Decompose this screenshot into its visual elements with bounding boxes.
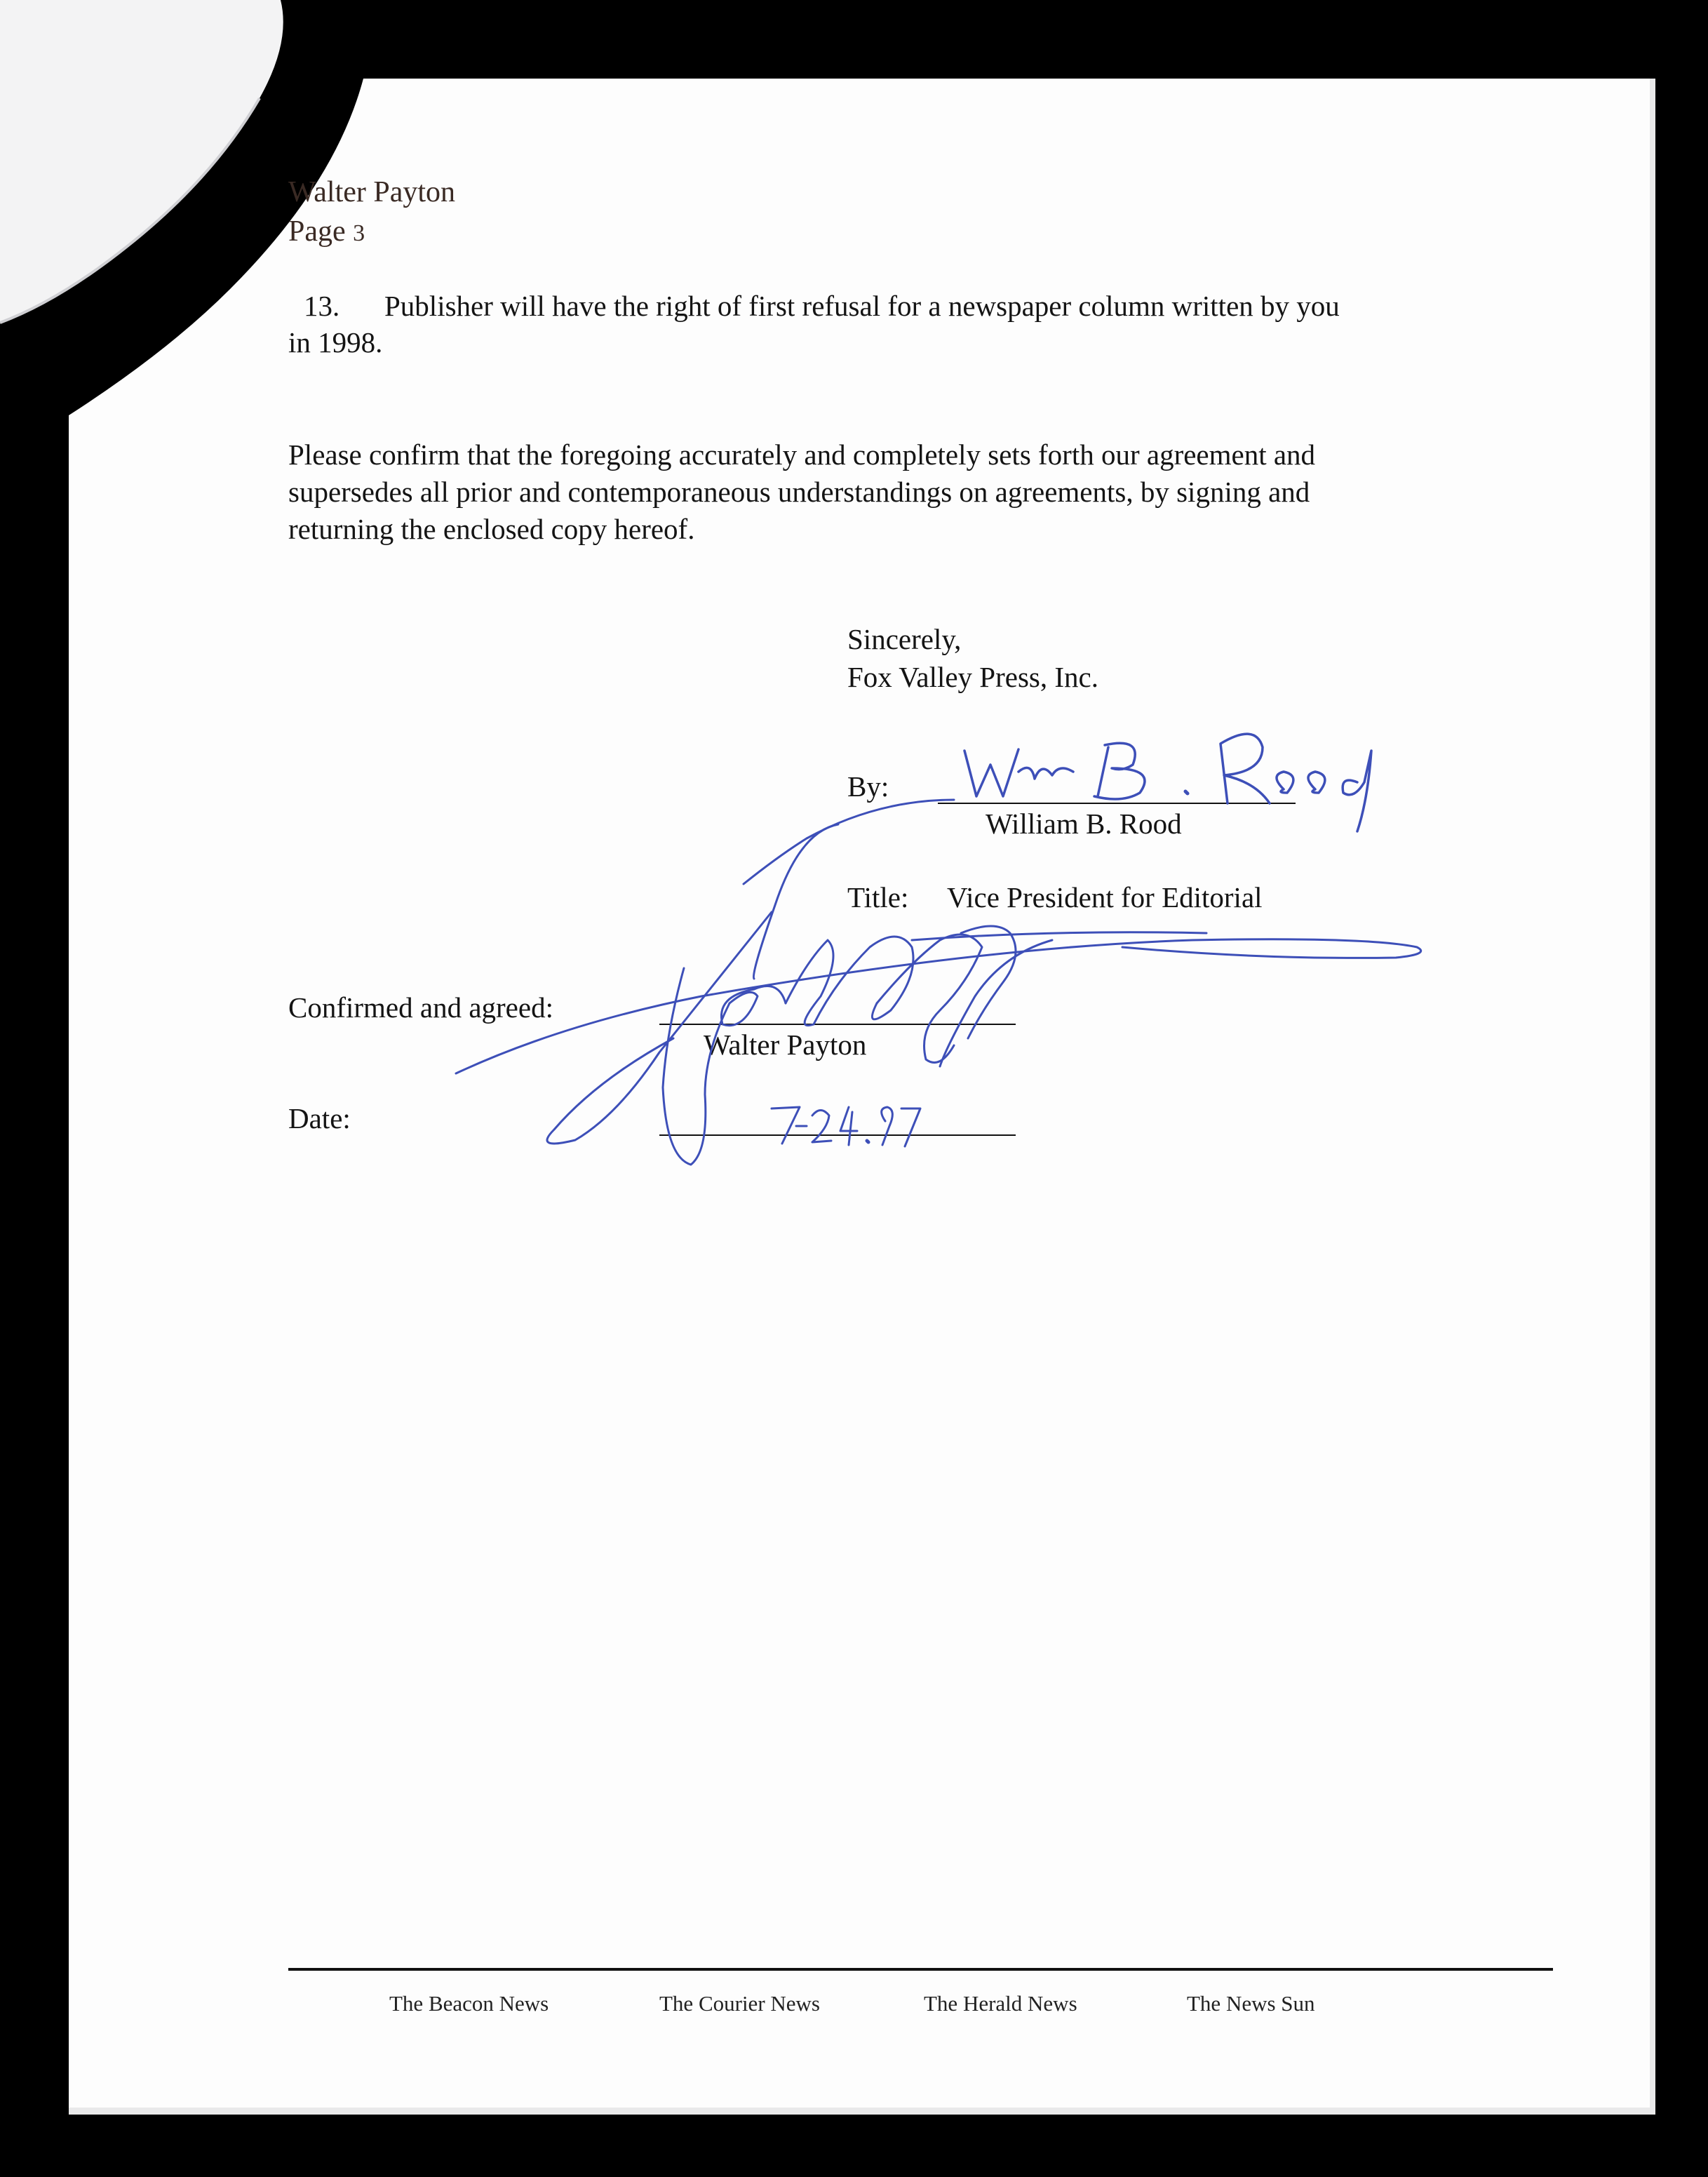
page-word: Page [288,215,346,248]
confirm-paragraph-line-3: returning the enclosed copy hereof. [288,513,695,545]
letter-header-page [288,212,365,253]
closing-company: Fox Valley Press, Inc. [847,661,1098,693]
footer-paper-herald-news: The Herald News [924,1991,1077,2016]
letter-header-addressee: Walter Payton [288,176,456,208]
document-page [69,79,1650,2108]
publisher-signer-name: William B. Rood [986,808,1182,840]
item-13-line-2: in 1998. [288,326,383,359]
date-line [659,1134,1016,1136]
item-13-line-1: Publisher will have the right of first refusal for a newspaper column written by you [384,290,1340,322]
confirm-paragraph-line-1: Please confirm that the foregoing accurately and completely sets forth our agreement and [288,438,1316,471]
footer-paper-courier-news: The Courier News [659,1991,820,2016]
footer-rule [288,1968,1553,1971]
confirmed-agreed-label: Confirmed and agreed: [288,991,553,1024]
footer-paper-news-sun: The News Sun [1187,1991,1315,2016]
confirm-paragraph-line-2: supersedes all prior and contemporaneous understandings on agreements, by signing and [288,476,1310,508]
item-number: 13. [304,290,340,322]
closing-salutation: Sincerely, [847,623,962,655]
by-label: By: [847,770,889,803]
folded-corner [0,0,295,337]
signature-line-publisher [938,803,1296,804]
signature-line-acceptor [659,1024,1016,1025]
acceptor-name: Walter Payton [704,1029,867,1061]
date-label: Date: [288,1102,351,1134]
title-label: Title: [847,881,909,913]
footer-paper-beacon-news: The Beacon News [389,1991,549,2016]
title-value: Vice President for Editorial [947,881,1263,913]
page-number: 3 [353,220,365,246]
